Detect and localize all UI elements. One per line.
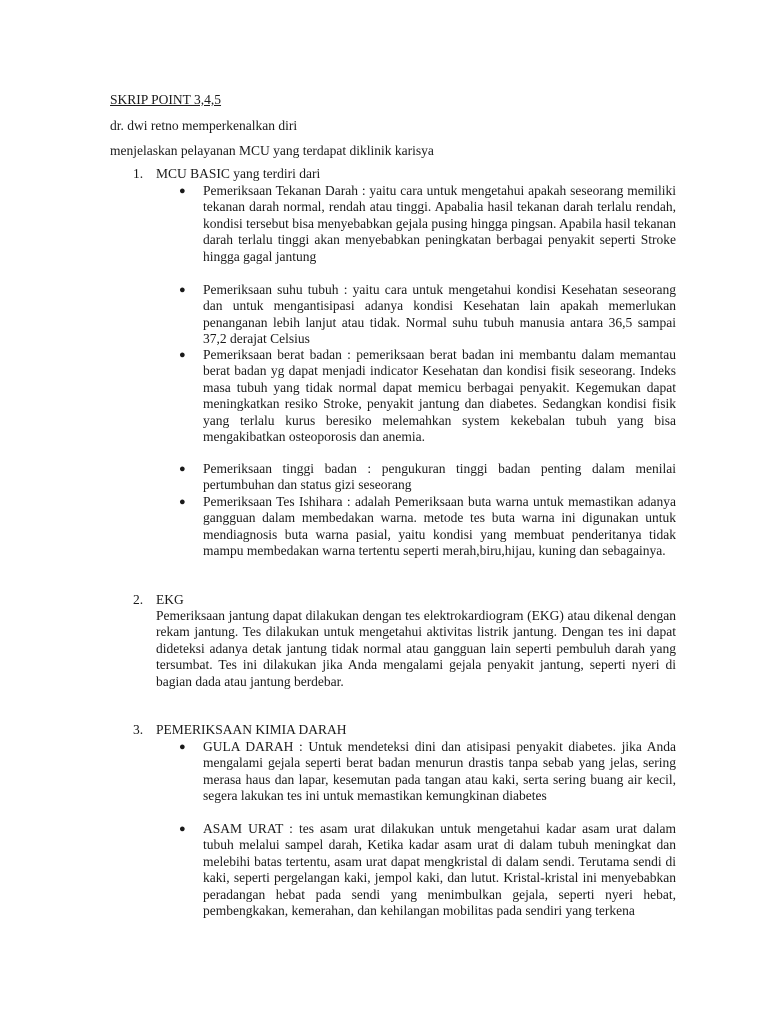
section-paragraph: Pemeriksaan jantung dapat dilakukan dengan tes elektrokardiogram (EKG) atau dikenal dengan rekam jantung. Tes dilakukan untuk mengetahui aktivitas listrik jantung. Dengan tes ini dapat dideteksi adanya detak jantung tidak normal atau gangguan lain seperti pembuluh darah yang tersumbat. Tes ini dilakukan jika Anda mengalami gejala penyakit jantung, seperti nyeri di bagian dada atau jantung berdebar. xyxy=(156,608,676,689)
bullet-icon: ● xyxy=(179,349,186,361)
list-item: Pemeriksaan Tekanan Darah : yaitu cara untuk mengetahui apakah seseorang memiliki tekanan darah normal, rendah atau tinggi. Apabalia hasil tekanan darah terlalu rendah, kondisi tersebut bisa menyebabkan gejala pusing hingga pingsan. Apabila hasil tekanan darah terlalu tinggi akan menyebabkan peningkatan berbagai penyakit seperti Stroke hingga gagal jantung xyxy=(203,183,676,264)
bullet-icon: ● xyxy=(179,496,186,508)
bullet-icon: ● xyxy=(179,823,186,835)
section-heading: EKG xyxy=(156,592,184,607)
list-item: Pemeriksaan tinggi badan : pengukuran tinggi badan penting dalam menilai pertumbuhan dan status gizi seseorang xyxy=(203,461,676,493)
section-number: 1. xyxy=(133,166,144,181)
list-item: Pemeriksaan suhu tubuh : yaitu cara untuk mengetahui kondisi Kesehatan seseorang dan untuk mengantisipasi adanya kondisi Kesehatan lain apakah memerlukan penanganan lebih lanjut atau tidak. Normal suhu tubuh manusia antara 36,5 sampai 37,2 derajat Celsius xyxy=(203,282,676,347)
section-heading: PEMERIKSAAN KIMIA DARAH xyxy=(156,722,347,737)
bullet-icon: ● xyxy=(179,741,186,753)
section-number: 2. xyxy=(133,592,144,607)
bullet-icon: ● xyxy=(179,185,186,197)
list-item: ASAM URAT : tes asam urat dilakukan untuk mengetahui kadar asam urat dalam tubuh melalui sampel darah, Ketika kadar asam urat di dalam tubuh meningkat dan melebihi batas tertentu, asam urat dapat mengkristal di dalam sendi. Terutama sendi di kaki, seperti pergelangan kaki, jempol kaki, dan lutut. Kristal-kristal ini menyebabkan peradangan hebat pada sendi yang menimbulkan gejala, seperti nyeri hebat, pembengkakan, kemerahan, dan kehilangan mobilitas pada sendiri yang terkena xyxy=(203,821,676,919)
intro-line-2: menjelaskan pelayanan MCU yang terdapat diklinik karisya xyxy=(110,143,434,158)
intro-line-1: dr. dwi retno memperkenalkan diri xyxy=(110,118,298,133)
document-title: SKRIP POINT 3,4,5 xyxy=(110,92,222,107)
list-item: GULA DARAH : Untuk mendeteksi dini dan atisipasi penyakit diabetes. jika Anda mengalami gejala seperti berat badan menurun drastis tanpa sebab yang jelas, sering merasa haus dan lapar, kesemutan pada tangan atau kaki, serta sering buang air kecil, segera lakukan tes ini untuk memastikan kemungkinan diabetes xyxy=(203,739,676,804)
list-item: Pemeriksaan Tes Ishihara : adalah Pemeriksaan buta warna untuk memastikan adanya gangguan dalam membedakan warna. metode tes buta warna ini digunakan untuk mendiagnosis buta warna pasial, yaitu kondisi yang membuat penderitanya tidak mampu membedakan warna tertentu seperti merah,biru,hijau, kuning dan sebagainya. xyxy=(203,494,676,559)
section-heading: MCU BASIC yang terdiri dari xyxy=(156,166,321,181)
bullet-icon: ● xyxy=(179,463,186,475)
section-number: 3. xyxy=(133,722,144,737)
bullet-icon: ● xyxy=(179,284,186,296)
list-item: Pemeriksaan berat badan : pemeriksaan berat badan ini membantu dalam memantau berat badan yg dapat menjadi indicator Kesehatan dan kondisi fisik seseorang. Indeks masa tubuh yang tidak normal dapat memicu berbagai penyakit. Kegemukan dapat meningkatkan resiko Stroke, penyakit jantung dan diabetes. Sedangkan kondisi fisik yang terlalu kurus beresiko melemahkan system kekebalan tubuh yang bisa mengakibatkan osteoporosis dan anemia. xyxy=(203,347,676,445)
